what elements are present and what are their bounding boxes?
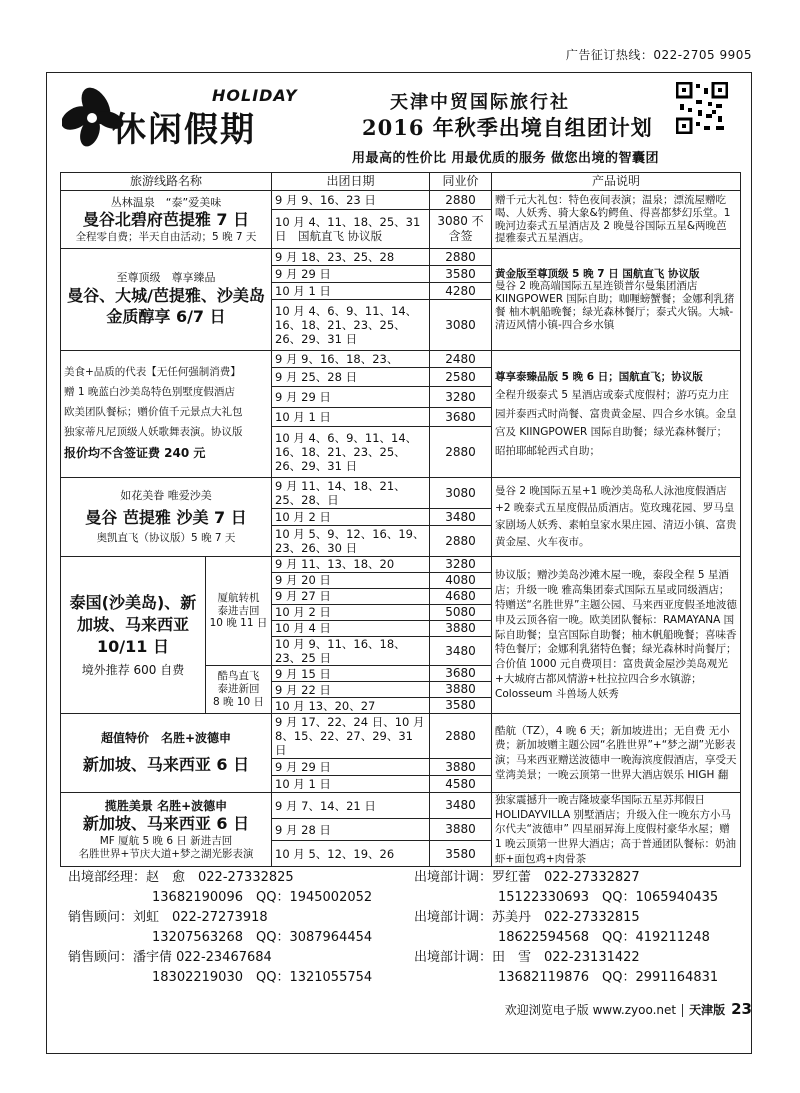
visa-fee-note: 报价均不含签证费 240 元 (64, 446, 206, 461)
date-cell: 9 月 11、14、18、21、25、28、日 (272, 478, 430, 509)
date-cell: 9 月 18、23、25、28 (272, 249, 430, 266)
date-cell: 10 月 4、11、18、25、31 日 国航直飞 协议版 (272, 210, 430, 249)
contact-phone-line: 13682190096 QQ：1945002052 (152, 890, 373, 905)
desc-cell (492, 249, 741, 351)
price-cell: 3880 (430, 819, 492, 841)
price-cell: 2480 (430, 351, 492, 368)
route-notes-cell (61, 351, 272, 478)
desc-cell: 曼谷 2 晚国际五星+1 晚沙美岛私人泳池度假酒店+2 晚泰式五星度假品质酒店。览玫瑰花园、罗马皇家剧场人妖秀、素帕皇家水果庄园、清迈小镇、富贵黄金屋、火车夜市。 (492, 478, 741, 557)
desc-cell: 酷航（TZ），4 晚 6 天；新加坡进出；无自费 无小费；新加坡赠主题公园“名胜世界”+“梦之湖”光影表演；马来西亚赠送波德申一晚海滨度假酒店，享受天堂湾美景；一晚云顶第一世界大酒店娱乐 HIGH 翻 (492, 714, 741, 793)
tour-schedule-table (60, 172, 741, 867)
date-cell: 9 月 25、28 日 (272, 368, 430, 387)
date-cell: 9 月 20 日 (272, 573, 430, 589)
price-cell: 4280 (430, 283, 492, 300)
route-note: 美食+品质的代表【无任何强制消费】 (64, 365, 241, 378)
price-cell: 3080 不含签 (430, 210, 492, 249)
route-cell (61, 249, 272, 351)
price-cell: 3680 (430, 408, 492, 427)
price-cell: 2880 (430, 249, 492, 266)
table-header-row (61, 173, 741, 191)
contact-phone-line: 15122330693 QQ：1065940435 (498, 890, 719, 905)
date-cell: 9 月 15 日 (272, 666, 430, 682)
flight-option-line: 酷鸟直飞 (217, 670, 260, 683)
route-title: 泰国(沙美岛)、新加坡、马来西亚 10/11 日 (69, 593, 197, 656)
route-title: 曼谷、大城/芭提雅、沙美岛金质醇享 6/7 日 (67, 285, 265, 327)
flight-option-line: 泰进吉回 (217, 604, 260, 617)
route-title: 新加坡、马来西亚 6 日 (82, 814, 250, 834)
page-number: 23 (731, 1000, 752, 1018)
route-tagline: 如花美眷 唯爱沙美 (120, 489, 212, 503)
flight-option-line: 厦航转机 (217, 591, 260, 604)
contact-line: 销售顾问：刘虹 022-27273918 (68, 910, 268, 925)
route-note: 独家蒂凡尼顶级人妖歌舞表演。协议版 (64, 425, 243, 438)
price-cell: 5080 (430, 605, 492, 621)
price-cell: 3880 (430, 759, 492, 776)
table-row (61, 557, 741, 573)
price-cell: 3280 (430, 387, 492, 408)
route-tagline: 至尊顶级 尊享臻品 (116, 271, 216, 285)
date-cell: 9 月 11、13、18、20 (272, 557, 430, 573)
date-cell: 9 月 29 日 (272, 266, 430, 283)
price-cell: 2880 (430, 526, 492, 557)
route-note: MF 厦航 5 晚 6 日 新进吉回 (99, 835, 233, 848)
slogan: 用最高的性价比 用最优质的服务 做您出境的智囊团 (352, 151, 660, 166)
table-row (61, 478, 741, 509)
route-title: 曼谷 芭提雅 沙美 7 日 (85, 507, 247, 527)
contacts-right-column (414, 868, 754, 988)
date-cell: 10 月 4、6、9、11、14、16、18、21、23、25、26、29、31 日 (272, 427, 430, 478)
price-cell: 3480 (430, 509, 492, 526)
table-row (61, 714, 741, 759)
header-route: 旅游线路名称 (61, 173, 272, 191)
date-cell: 10 月 9、11、16、18、23、25 日 (272, 637, 430, 666)
contacts-left-column (68, 868, 408, 988)
header-dates: 出团日期 (272, 173, 430, 191)
route-cell (61, 714, 272, 793)
date-cell: 10 月 4、6、9、11、14、16、18、21、23、25、26、29、31 日 (272, 300, 430, 351)
qr-code-icon (676, 82, 728, 134)
date-cell: 10 月 1 日 (272, 283, 430, 300)
price-cell: 2580 (430, 368, 492, 387)
flight-option-cell (206, 557, 272, 666)
route-cell (61, 793, 272, 867)
header-desc: 产品说明 (492, 173, 741, 191)
price-cell: 4680 (430, 589, 492, 605)
ad-hotline: 广告征订热线：022-2705 9905 (565, 48, 752, 62)
contact-line: 销售顾问：潘宇倩 022-23467684 (68, 950, 272, 965)
price-cell: 3580 (430, 698, 492, 714)
table-row (61, 249, 741, 266)
desc-cell: 协议版；赠沙美岛沙滩木屋一晚，泰段全程 5 星酒店；升级一晚 雅高集团泰式国际五星或同级酒店；特赠送“名胜世界”主题公园、马来西亚度假圣地波德申及云顶各宿一晚。欧美团队餐标：RAMAYANA 国际自助餐；皇宫国际自助餐；柚木帆船晚餐；喜味香特色餐厅；金娜利乳猪特色餐；绿光森林时尚餐厅；合价值 1000 元自费项目：富贵黄金屋沙美岛观光+大城府古都风情游+杜拉拉四合乡水镇游；Colosseum 斗兽场人妖秀 (492, 557, 741, 714)
route-cell (61, 191, 272, 249)
date-cell: 10 月 1 日 (272, 776, 430, 793)
date-cell: 10 月 2 日 (272, 509, 430, 526)
flight-option-line: 8 晚 10 日 (212, 695, 265, 708)
price-cell: 3580 (430, 266, 492, 283)
desc-title: 尊享泰臻品版 5 晚 6 日；国航直飞；协议版 (495, 371, 703, 384)
route-tagline: 丛林温泉 “泰”爱美味 (110, 195, 222, 209)
edition-label: 天津版 (689, 1003, 726, 1017)
date-cell: 9 月 7、14、21 日 (272, 793, 430, 819)
contact-phone-line: 13207563268 QQ：3087964454 (152, 930, 373, 945)
desc-body: 曼谷 2 晚高端国际五星连锁普尔曼集团酒店 KIINGPOWER 国际自助；咖喱螃蟹餐；金娜利乳猪餐 柚木帆船晚餐；绿光森林餐厅；泰式火锅。大城-清迈风情小镇-四合乡水镇 (495, 280, 735, 331)
price-cell: 3280 (430, 557, 492, 573)
price-cell: 2880 (430, 191, 492, 210)
route-note: 全程零自费；半天自由活动；5 晚 7 天 (75, 230, 257, 243)
route-title: 新加坡、马来西亚 6 日 (82, 754, 250, 774)
desc-cell: 赠千元大礼包：特色夜间表演；温泉；漂流屋赠吃喝、人妖秀、骑大象&钓鳄鱼、得喜都梦幻乐堂。1 晚河边泰式五星酒店及 2 晚曼谷国际五星&两晚芭提雅泰式五星酒店。 (492, 191, 741, 249)
date-cell: 9 月 9、16、23 日 (272, 191, 430, 210)
table-row (61, 793, 741, 819)
desc-cell (492, 351, 741, 478)
date-cell: 9 月 9、16、18、23、 (272, 351, 430, 368)
price-cell: 3880 (430, 621, 492, 637)
contact-line: 出境部计调：田 雪 022-23131422 (414, 950, 640, 965)
date-cell: 9 月 17、22、24 日、10 月 8、15、22、27、29、31 日 (272, 714, 430, 759)
price-cell: 2880 (430, 427, 492, 478)
logo-english-text: HOLIDAY (212, 86, 298, 105)
date-cell: 10 月 2 日 (272, 605, 430, 621)
route-note: 欧美团队餐标；赠价值千元景点大礼包 (64, 405, 243, 418)
date-cell: 9 月 22 日 (272, 682, 430, 698)
route-cell (61, 478, 272, 557)
desc-cell: 独家震撼升一晚吉隆坡豪华国际五星苏邦假日 HOLIDAYVILLA 别墅酒店；升级入住一晚东方小马尔代夫“波德申” 四星丽昇海上度假村豪华水屋；赠 1 晚云顶第一世界大酒店；高于普通团队餐标：奶油虾+面包鸡+肉骨茶 (492, 793, 741, 867)
date-cell: 9 月 27 日 (272, 589, 430, 605)
flight-option-line: 泰进新回 (217, 683, 260, 696)
route-note: 赠 1 晚蓝白沙美岛特色别墅度假酒店 (64, 385, 235, 398)
date-cell: 10 月 5、9、12、16、19、23、26、30 日 (272, 526, 430, 557)
flight-option-line: 10 晚 11 日 (209, 617, 268, 630)
desc-title: 黄金版至尊顶级 5 晚 7 日 国航直飞 协议版 (495, 267, 700, 280)
holiday-logo (62, 80, 322, 160)
route-note: 奥凯直飞（协议版）5 晚 7 天 (96, 532, 236, 545)
price-cell: 2880 (430, 714, 492, 759)
agency-name: 天津中贸国际旅行社 (390, 92, 570, 113)
date-cell: 10 月 5、12、19、26 (272, 841, 430, 867)
route-title: 曼谷北碧府芭提雅 7 日 (82, 210, 250, 229)
logo-chinese-text: 休闲假期 (112, 110, 256, 150)
flight-option-cell (206, 666, 272, 714)
price-cell: 4580 (430, 776, 492, 793)
contact-phone-line: 13682119876 QQ：2991164831 (498, 970, 719, 985)
route-note: 境外推荐 600 自费 (81, 663, 185, 678)
route-note: 名胜世界+节庆大道+梦之湖光影表演 (78, 847, 254, 860)
contact-phone-line: 18302219030 QQ：1321055754 (152, 970, 373, 985)
contact-line: 出境部计调：苏美丹 022-27332815 (414, 910, 640, 925)
date-cell: 9 月 28 日 (272, 819, 430, 841)
price-cell: 3680 (430, 666, 492, 682)
table-row (61, 351, 741, 368)
price-cell: 4080 (430, 573, 492, 589)
contact-phone-line: 18622594568 QQ：419211248 (498, 930, 710, 945)
website-text: 欢迎浏览电子版 www.zyoo.net (504, 1003, 677, 1017)
route-tagline: 揽胜美景 名胜+波德申 (104, 798, 228, 813)
header-price: 同业价 (430, 173, 492, 191)
page-footer (505, 1000, 752, 1018)
table-row (61, 191, 741, 210)
date-cell: 9 月 29 日 (272, 387, 430, 408)
plan-title: 2016 年秋季出境自组团计划 (362, 115, 653, 140)
desc-body: 全程升级泰式 5 星酒店或泰式度假村；游巧克力庄园并泰西式时尚餐、富贵黄金屋、四合乡水镇。金皇宫及 KIINGPOWER 国际自助餐；绿光森林餐厅；昭拍耶邮轮西式自助； (495, 389, 737, 457)
price-cell: 3880 (430, 682, 492, 698)
contact-line: 出境部计调：罗红蕾 022-27332827 (414, 870, 640, 885)
price-cell: 3580 (430, 841, 492, 867)
contact-line: 出境部经理：赵 愈 022-27332825 (68, 870, 294, 885)
date-cell: 10 月 13、20、27 (272, 698, 430, 714)
price-cell: 3080 (430, 300, 492, 351)
price-cell: 3080 (430, 478, 492, 509)
footer-divider (682, 1004, 683, 1017)
date-cell: 10 月 1 日 (272, 408, 430, 427)
date-cell: 9 月 29 日 (272, 759, 430, 776)
route-cell (61, 557, 206, 714)
route-tagline: 超值特价 名胜+波德申 (100, 730, 232, 745)
price-cell: 3480 (430, 793, 492, 819)
price-cell: 3480 (430, 637, 492, 666)
date-cell: 10 月 4 日 (272, 621, 430, 637)
